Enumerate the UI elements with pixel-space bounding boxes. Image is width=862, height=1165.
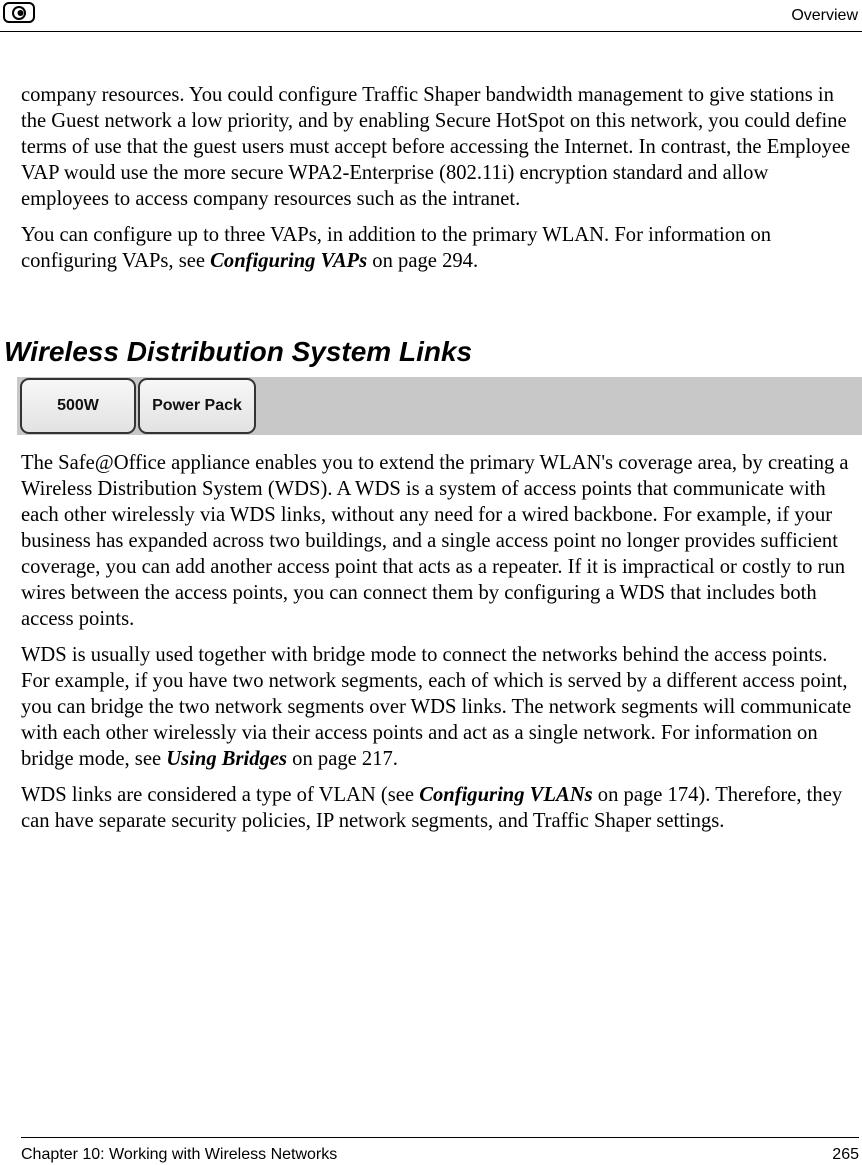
- section-heading: Wireless Distribution System Links: [4, 336, 473, 367]
- section-body: [21, 450, 856, 844]
- checkpoint-logo-icon: [3, 2, 35, 23]
- model-badge-bar: [17, 377, 862, 435]
- header-title: Overview: [791, 7, 858, 24]
- page-footer: [21, 1137, 859, 1163]
- page-header: [0, 0, 862, 32]
- vap-paragraph: You can configure up to three VAPs, in addition to the primary WLAN. For information on configuring VAPs, see Configuring VAPs on page 294.: [21, 224, 772, 272]
- wds-paragraph-3: WDS links are considered a type of VLAN (see Configuring VLANs on page 174). Therefore, they can have separate security policies, IP network segments, and Traffic Shaper settings.: [21, 784, 843, 832]
- wds-paragraph-2: WDS is usually used together with bridge mode to connect the networks behind the access points. For example, if you have two network segments, each of which is served by a different access point, you can bridge the two network segments over WDS links. The network segments will communicate with each other wirelessly via their access points and act as a single network. For information on bridge mode, see Using Bridges on page 217.: [21, 644, 852, 770]
- configuring-vaps-link[interactable]: Configuring VAPs: [210, 250, 368, 272]
- intro-paragraph: company resources. You could configure Traffic Shaper bandwidth management to give stations in the Guest network a low priority, and by enabling Secure HotSpot on this network, you could define terms of use that the guest users must accept before accessing the Internet. In contrast, the Employee VAP would use the more secure WPA2-Enterprise (802.11i) encryption standard and allow employees to access company resources such as the intranet.: [21, 84, 851, 210]
- intro-text: [21, 82, 856, 284]
- configuring-vlans-link[interactable]: Configuring VLANs: [419, 784, 593, 806]
- using-bridges-link[interactable]: Using Bridges: [166, 748, 287, 770]
- wds-paragraph-1: The Safe@Office appliance enables you to extend the primary WLAN's coverage area, by creating a Wireless Distribution System (WDS). A WDS is a system of access points that communicate with each other wirelessly via WDS links, without any need for a wired backbone. For example, if your business has expanded across two buildings, and a single access point no longer provides sufficient coverage, you can add another access point that acts as a repeater. If it is impractical or costly to run wires between the access points, you can connect them by configuring a WDS that includes both access points.: [21, 452, 849, 630]
- badge-500w: 500W: [20, 378, 136, 434]
- page-number: 265: [832, 1146, 859, 1163]
- footer-chapter: Chapter 10: Working with Wireless Networks: [21, 1146, 338, 1163]
- badge-power-pack: Power Pack: [138, 378, 256, 434]
